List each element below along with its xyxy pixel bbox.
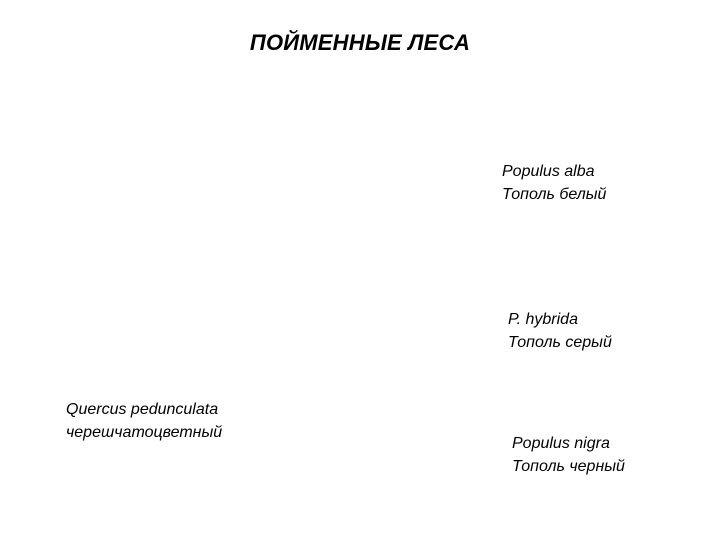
- caption-populus-hybrida: [508, 308, 612, 354]
- caption-latin-name: P. hybrida: [508, 311, 578, 328]
- caption-russian-name: Тополь серый: [508, 334, 612, 351]
- caption-russian-name: Тополь белый: [502, 186, 607, 203]
- caption-latin-name: Populus nigra: [512, 435, 610, 452]
- caption-quercus-pedunculata: [66, 398, 222, 444]
- caption-latin-name: Populus alba: [502, 163, 595, 180]
- caption-latin-name: Quercus pedunculata: [66, 401, 219, 418]
- slide-title: ПОЙМЕННЫЕ ЛЕСА: [249, 30, 471, 55]
- caption-populus-nigra: [512, 432, 625, 478]
- caption-populus-alba: [502, 160, 606, 206]
- caption-russian-name: черешчатоцветный: [66, 424, 223, 441]
- caption-russian-name: Тополь черный: [512, 458, 625, 475]
